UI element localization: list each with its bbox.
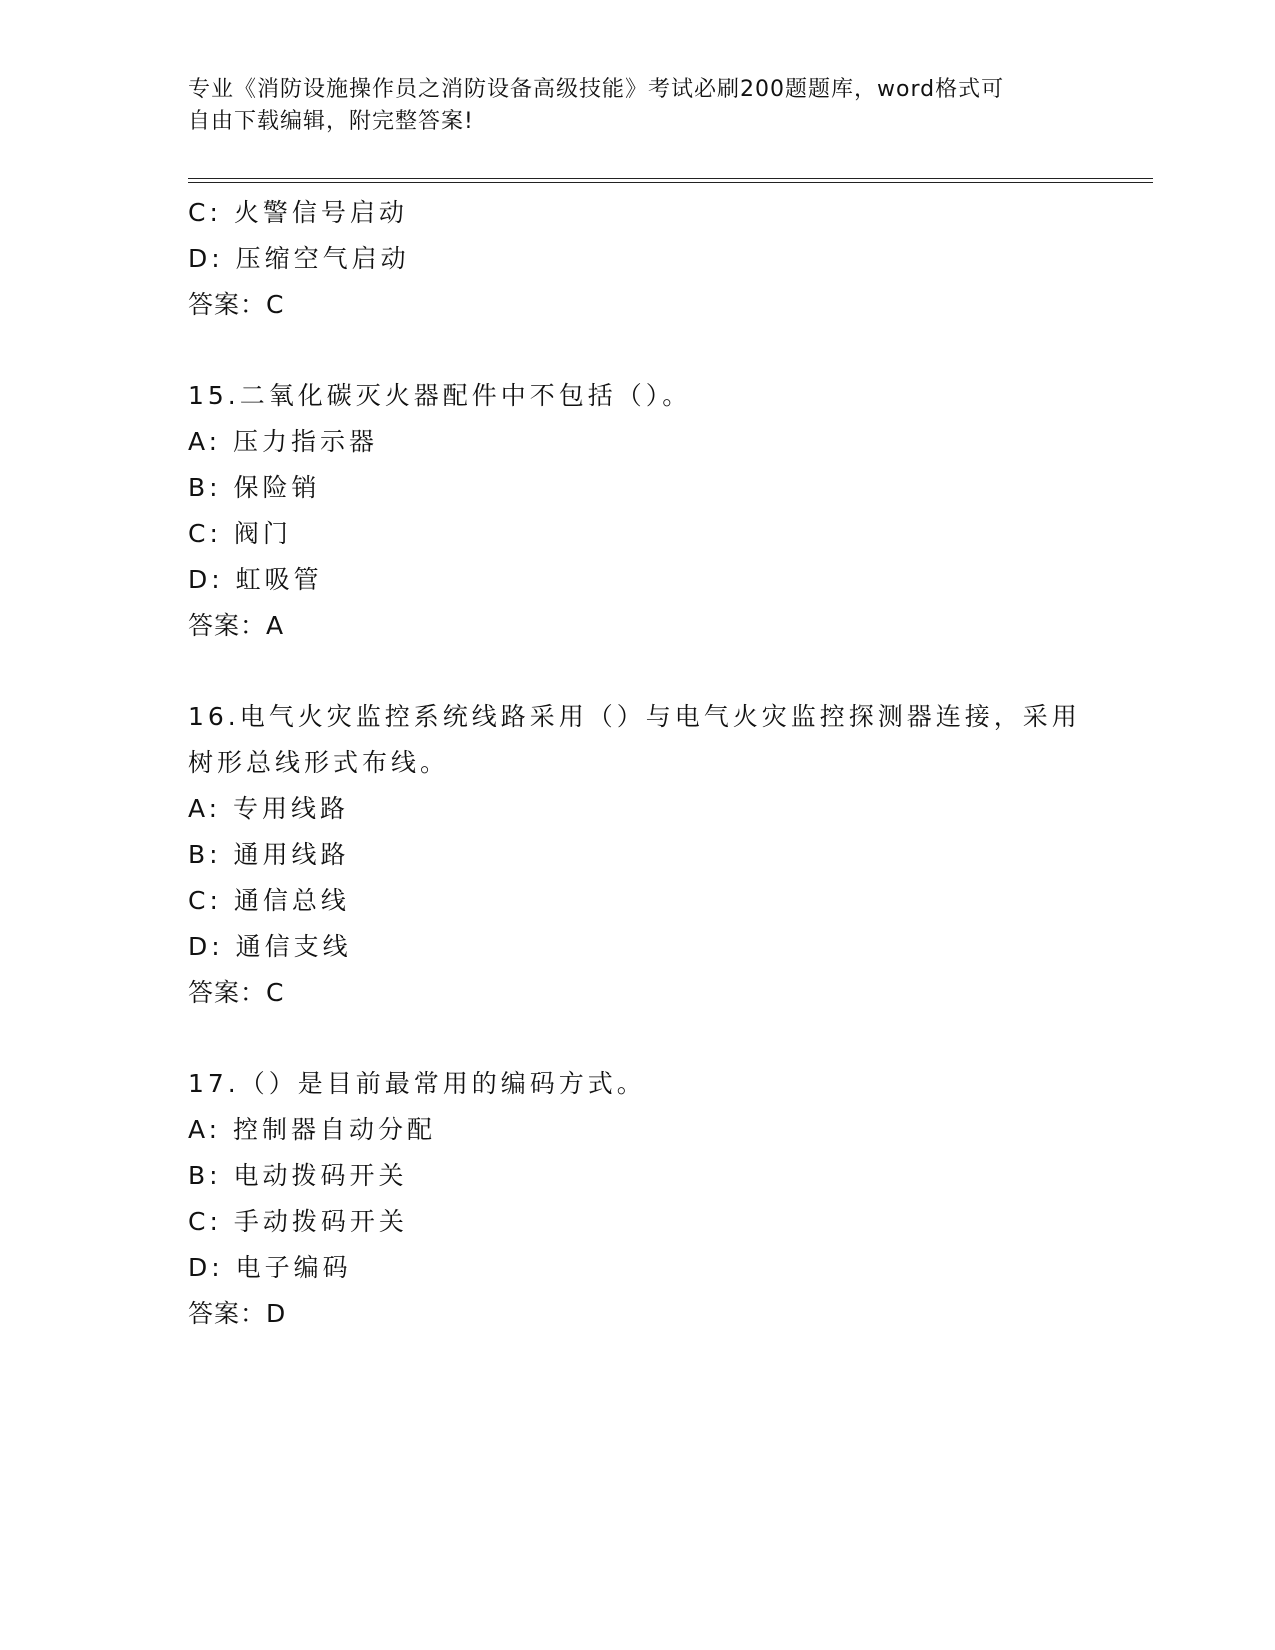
option-d: D: 电子编码 [188,1253,352,1282]
question-text-continued: 树形总线形式布线。 [188,748,450,777]
option-a: A: 压力指示器 [188,427,379,456]
question-text: 16.电气火灾监控系统线路采用（）与电气火灾监控探测器连接，采用 [188,702,1081,731]
header-line-1: 专业《消防设施操作员之消防设备高级技能》考试必刷200题题库，word格式可 [188,77,1005,102]
option-a: A: 控制器自动分配 [188,1115,437,1144]
option-b: B: 电动拨码开关 [188,1161,408,1190]
spacer [188,1016,1088,1061]
document-header [188,74,1068,138]
option-d: D: 虹吸管 [188,565,323,594]
header-line-2: 自由下载编辑，附完整答案! [188,109,474,134]
question-17 [188,1061,1088,1337]
option-c: C: 火警信号启动 [188,198,408,227]
spacer [188,328,1088,373]
header-divider-top [188,178,1153,179]
option-c: C: 通信总线 [188,886,350,915]
header-divider-bottom [188,182,1153,183]
answer-line: 答案：C [188,978,285,1007]
option-d: D: 通信支线 [188,932,352,961]
answer-line: 答案：A [188,611,285,640]
option-b: B: 通用线路 [188,840,350,869]
question-text: 15.二氧化碳灭火器配件中不包括（）。 [188,381,692,410]
question-16 [188,694,1088,1016]
question-14-continued [188,190,1088,328]
option-c: C: 手动拨码开关 [188,1207,408,1236]
answer-line: 答案：C [188,290,285,319]
option-b: B: 保险销 [188,473,321,502]
question-text: 17.（）是目前最常用的编码方式。 [188,1069,646,1098]
question-list [188,190,1088,1337]
spacer [188,649,1088,694]
answer-line: 答案：D [188,1299,287,1328]
option-d: D: 压缩空气启动 [188,244,410,273]
question-15 [188,373,1088,649]
option-c: C: 阀门 [188,519,292,548]
option-a: A: 专用线路 [188,794,350,823]
